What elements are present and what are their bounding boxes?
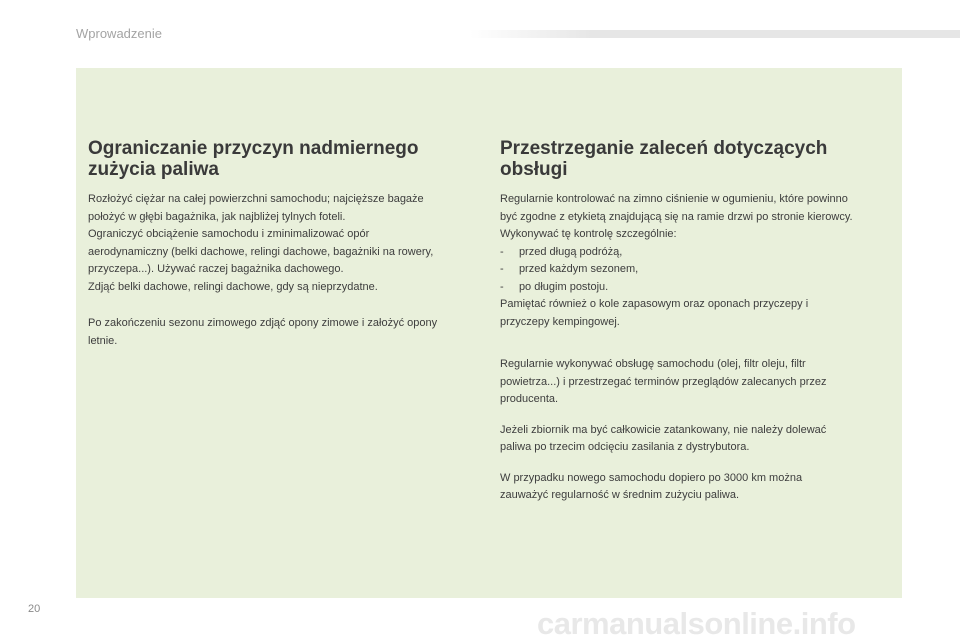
- section-title: Wprowadzenie: [76, 26, 162, 41]
- watermark: carmanualsonline.info: [537, 606, 856, 641]
- right-paragraph-4: W przypadku nowego samochodu dopiero po 3000 km można zauważyć regularność w średnim zużyciu paliwa.: [500, 471, 803, 501]
- left-paragraph-2: Po zakończeniu sezonu zimowego zdjąć opony zimowe i założyć opony letnie.: [88, 317, 438, 347]
- left-column: [88, 138, 483, 350]
- right-heading: Przestrzeganie zaleceń dotyczących obsługi: [500, 138, 828, 180]
- page-number: 20: [28, 603, 41, 615]
- left-paragraph-1: Rozłożyć ciężar na całej powierzchni samochodu; najcięższe bagaże położyć w głębi bagażnika, jak najbliżej tylnych foteli. Ograniczyć obciążenie samochodu i zminimalizować opór aerodynamiczny (belki dachowe, relingi dachowe, bagażniki na rowery, przyczepa...). Używać raczej bagażnika dachowego. Zdjąć belki dachowe, relingi dachowe, gdy są nieprzydatne.: [88, 193, 434, 293]
- right-column: [500, 138, 895, 505]
- right-paragraph-3: Jeżeli zbiornik ma być całkowicie zatankowany, nie należy dolewać paliwa po trzecim odcięciu zasilania z dystrybutora.: [500, 423, 827, 453]
- left-heading: Ograniczanie przyczyn nadmiernego zużycia paliwa: [88, 138, 419, 180]
- header-divider: [470, 30, 960, 38]
- right-paragraph-1: Regularnie kontrolować na zimno ciśnienie w ogumieniu, które powinno być zgodne z etykietą znajdującą się na ramie drzwi po stronie kierowcy. Wykonywać tę kontrolę szczególnie: - przed długą podróżą, - przed każdym sezonem, - po długim postoju. Pamiętać również o kole zapasowym oraz oponach przyczepy i przyczepy kempingowej.: [500, 193, 853, 328]
- right-paragraph-2: Regularnie wykonywać obsługę samochodu (olej, filtr oleju, filtr powietrza...) i przestrzegać terminów przeglądów zalecanych przez producenta.: [500, 358, 827, 405]
